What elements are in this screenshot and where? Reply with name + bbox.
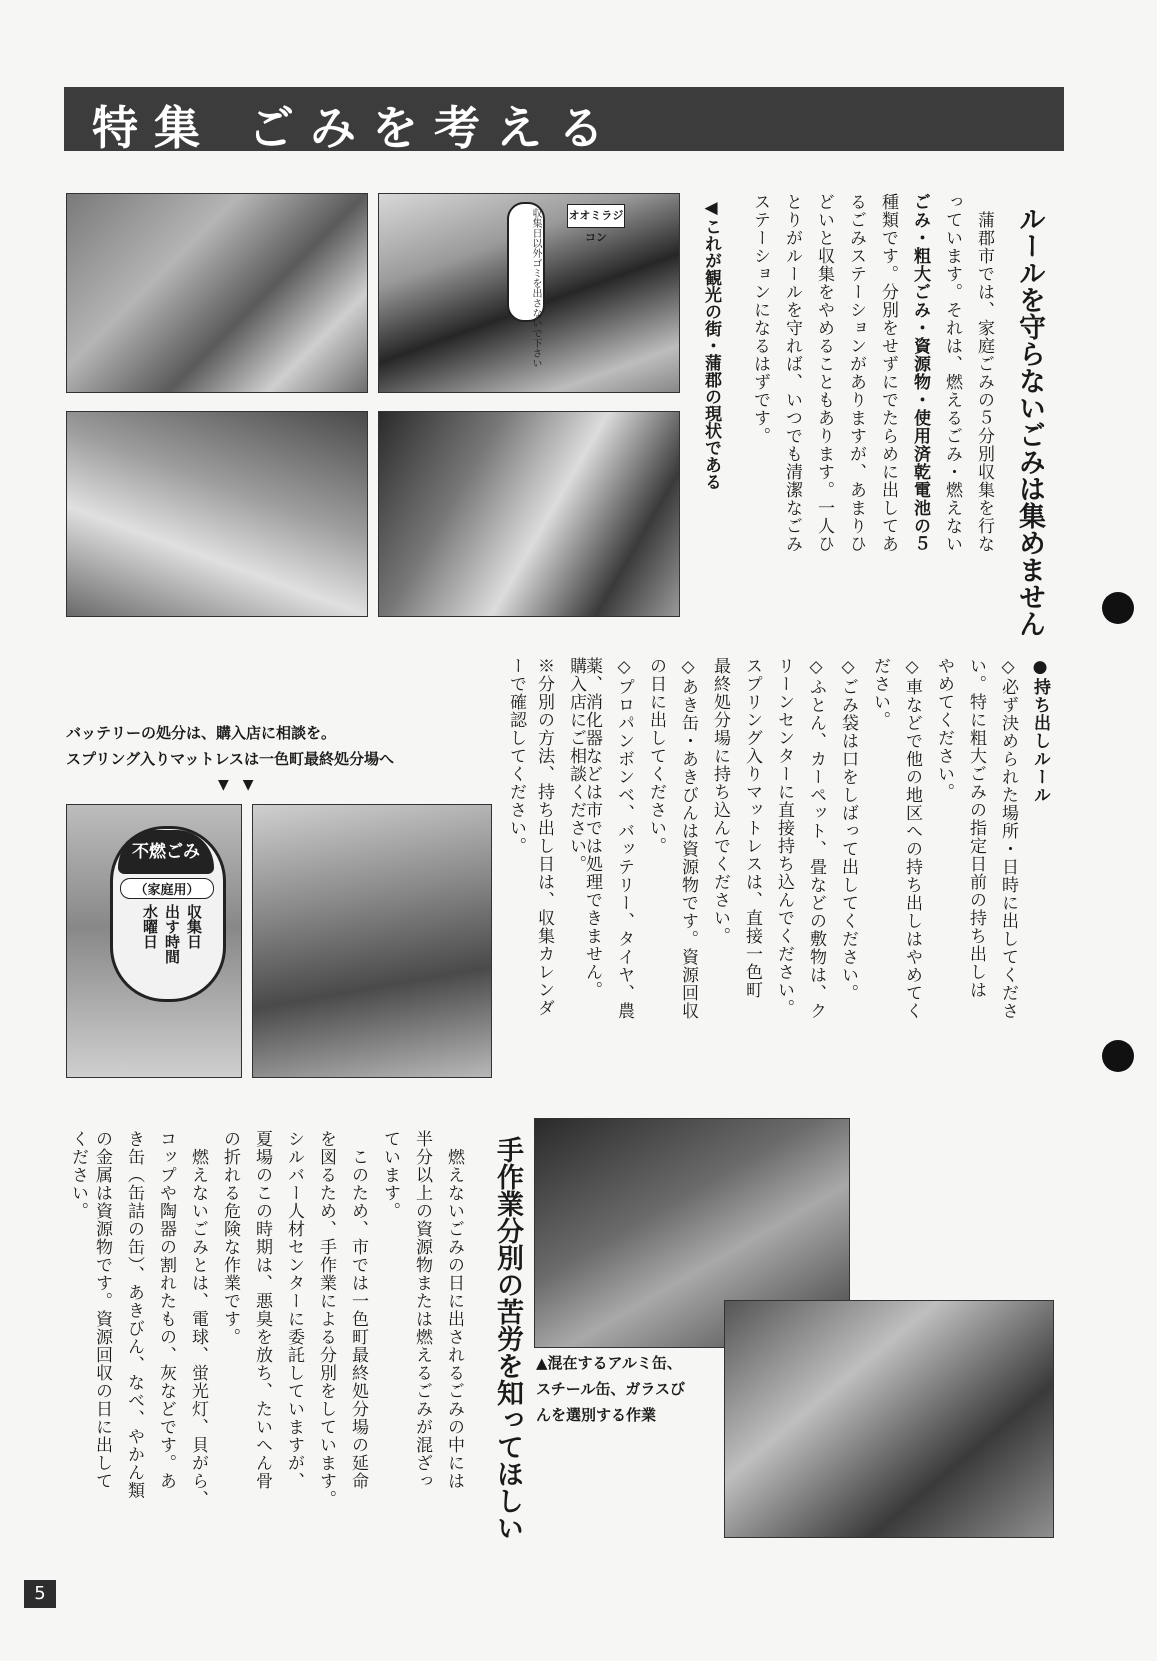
punch-hole (1102, 1040, 1134, 1072)
rules-line: やめてください。 (934, 657, 954, 801)
photo-sorting-worker-2 (724, 1300, 1054, 1538)
section3-line: ています。 (380, 1130, 400, 1220)
photo-dumped-furniture (66, 193, 368, 393)
section3-line: の金属は資源物です。資源回収の日に出して (92, 1130, 112, 1490)
section1-line: 蒲郡市では、家庭ごみの５分別収集を行な (974, 193, 994, 553)
battery-caption-line2: スプリング入りマットレスは一色町最終処分場へ (66, 750, 395, 768)
sign-col3: 水曜日 (141, 904, 159, 949)
section1-line: るごみステーションがありますが、あまりひ (846, 193, 866, 553)
rules-line: ◇必ず決められた場所・日時に出してくださ (998, 657, 1018, 1020)
battery-caption-line1: バッテリーの処分は、購入店に相談を。 (66, 724, 337, 742)
rules-line: ーで確認してください。 (506, 657, 526, 855)
photo-bags-by-wall (66, 411, 368, 617)
sign-subtitle: （家庭用） (120, 878, 214, 899)
section3-line: このため、市では一色町最終処分場の延命 (348, 1130, 368, 1490)
sign-title: 不燃ごみ (118, 830, 214, 874)
rules-line: リーンセンターに直接持ち込んでください。 (774, 657, 794, 1017)
rules-line: ◇車などで他の地区への持ち出しはやめてく (902, 657, 922, 1020)
section1-line: どいと収集をやめることもあります。一人ひ (814, 193, 834, 553)
photo-dumped-items-landfill (252, 804, 492, 1078)
page-title: 特集 ごみを考える (92, 101, 621, 155)
rules-line: 最終処分場に持ち込んでください。 (710, 657, 730, 945)
rules-line: ◇ふとん、カーペット、畳などの敷物は、ク (806, 657, 826, 1020)
sign-col1: 収集日 (185, 904, 203, 949)
sign-col2: 出す時間 (163, 904, 181, 964)
rules-line: ◇プロパンボンベ、バッテリー、タイヤ、農 (614, 657, 634, 1020)
sorting-caption-line3: んを選別する作業 (536, 1406, 657, 1424)
rules-line: ※分別の方法、持ち出し日は、収集カレンダ (534, 657, 554, 1017)
section1-line: ステーションになるはずです。 (750, 193, 770, 445)
caption-arrows: ▼ ▼ (218, 777, 254, 793)
section3-line: 燃えないごみの日に出されるごみの中には (444, 1130, 464, 1490)
section3-line: シルバー人材センターに委託していますが、 (284, 1130, 304, 1490)
rules-line: ◇ごみ袋は口をしばって出してください。 (838, 657, 858, 1002)
punch-hole (1102, 592, 1134, 624)
photo-pile-of-bags (378, 411, 680, 617)
section1-line: 種類です。分別をせずにでたらめに出してあ (878, 193, 898, 553)
section3-heading: 手作業分別の苦労を知ってほしい (492, 1136, 523, 1541)
photo-caption: ◀これが観光の街・蒲郡の現状である (701, 198, 721, 490)
rules-line: の日に出してください。 (646, 657, 666, 855)
sorting-caption-line2: スチール缶、ガラスび (536, 1380, 685, 1398)
no-dumping-sign: 収集日以外ゴミを出さないで下さい (507, 202, 545, 322)
shop-sign: オオミラジコン (567, 204, 625, 228)
section3-line: の折れる危険な作業です。 (220, 1130, 240, 1346)
rules-line: い。特に粗大ごみの指定日前の持ち出しは (966, 657, 986, 999)
sorting-caption-line1: ▲混在するアルミ缶、 (536, 1354, 682, 1372)
section3-line: 半分以上の資源物または燃えるごみが混ざっ (412, 1130, 432, 1490)
rules-line: ◇あき缶・あきびんは資源物です。資源回収 (678, 657, 698, 1020)
section3-line: 夏場のこの時期は、悪臭を放ち、たいへん骨 (252, 1130, 272, 1490)
section3-line: 燃えないごみとは、電球、蛍光灯、貝がら、 (188, 1130, 208, 1508)
page-number: 5 (24, 1580, 56, 1608)
section1-line: ごみ・粗大ごみ・資源物・使用済乾電池の５ (910, 193, 930, 553)
rules-line: 薬、消化器などは市では処理できません。 (582, 657, 602, 999)
rules-line: ださい。 (870, 657, 890, 729)
section3-line: ください。 (68, 1130, 88, 1220)
photo-garbage-station-sign (378, 193, 680, 393)
rules-line: スプリング入りマットレスは、直接一色町 (742, 657, 762, 999)
section1-line: っています。それは、燃えるごみ・燃えない (942, 193, 962, 553)
section3-line: き缶（缶詰の缶）、あきびん、なべ、やかん類 (124, 1130, 144, 1500)
rules-heading: ●持ち出しルール (1030, 657, 1050, 804)
section3-line: を図るため、手作業による分別をしています。 (316, 1130, 336, 1508)
section3-line: コップや陶器の割れたもの、灰などです。あ (156, 1130, 176, 1490)
section1-line: とりがルールを守れば、いつでも清潔なごみ (782, 193, 802, 553)
section1-heading: ルールを守らないごみは集めません (1014, 205, 1045, 637)
rules-line: 購入店にご相談ください。 (566, 657, 586, 873)
